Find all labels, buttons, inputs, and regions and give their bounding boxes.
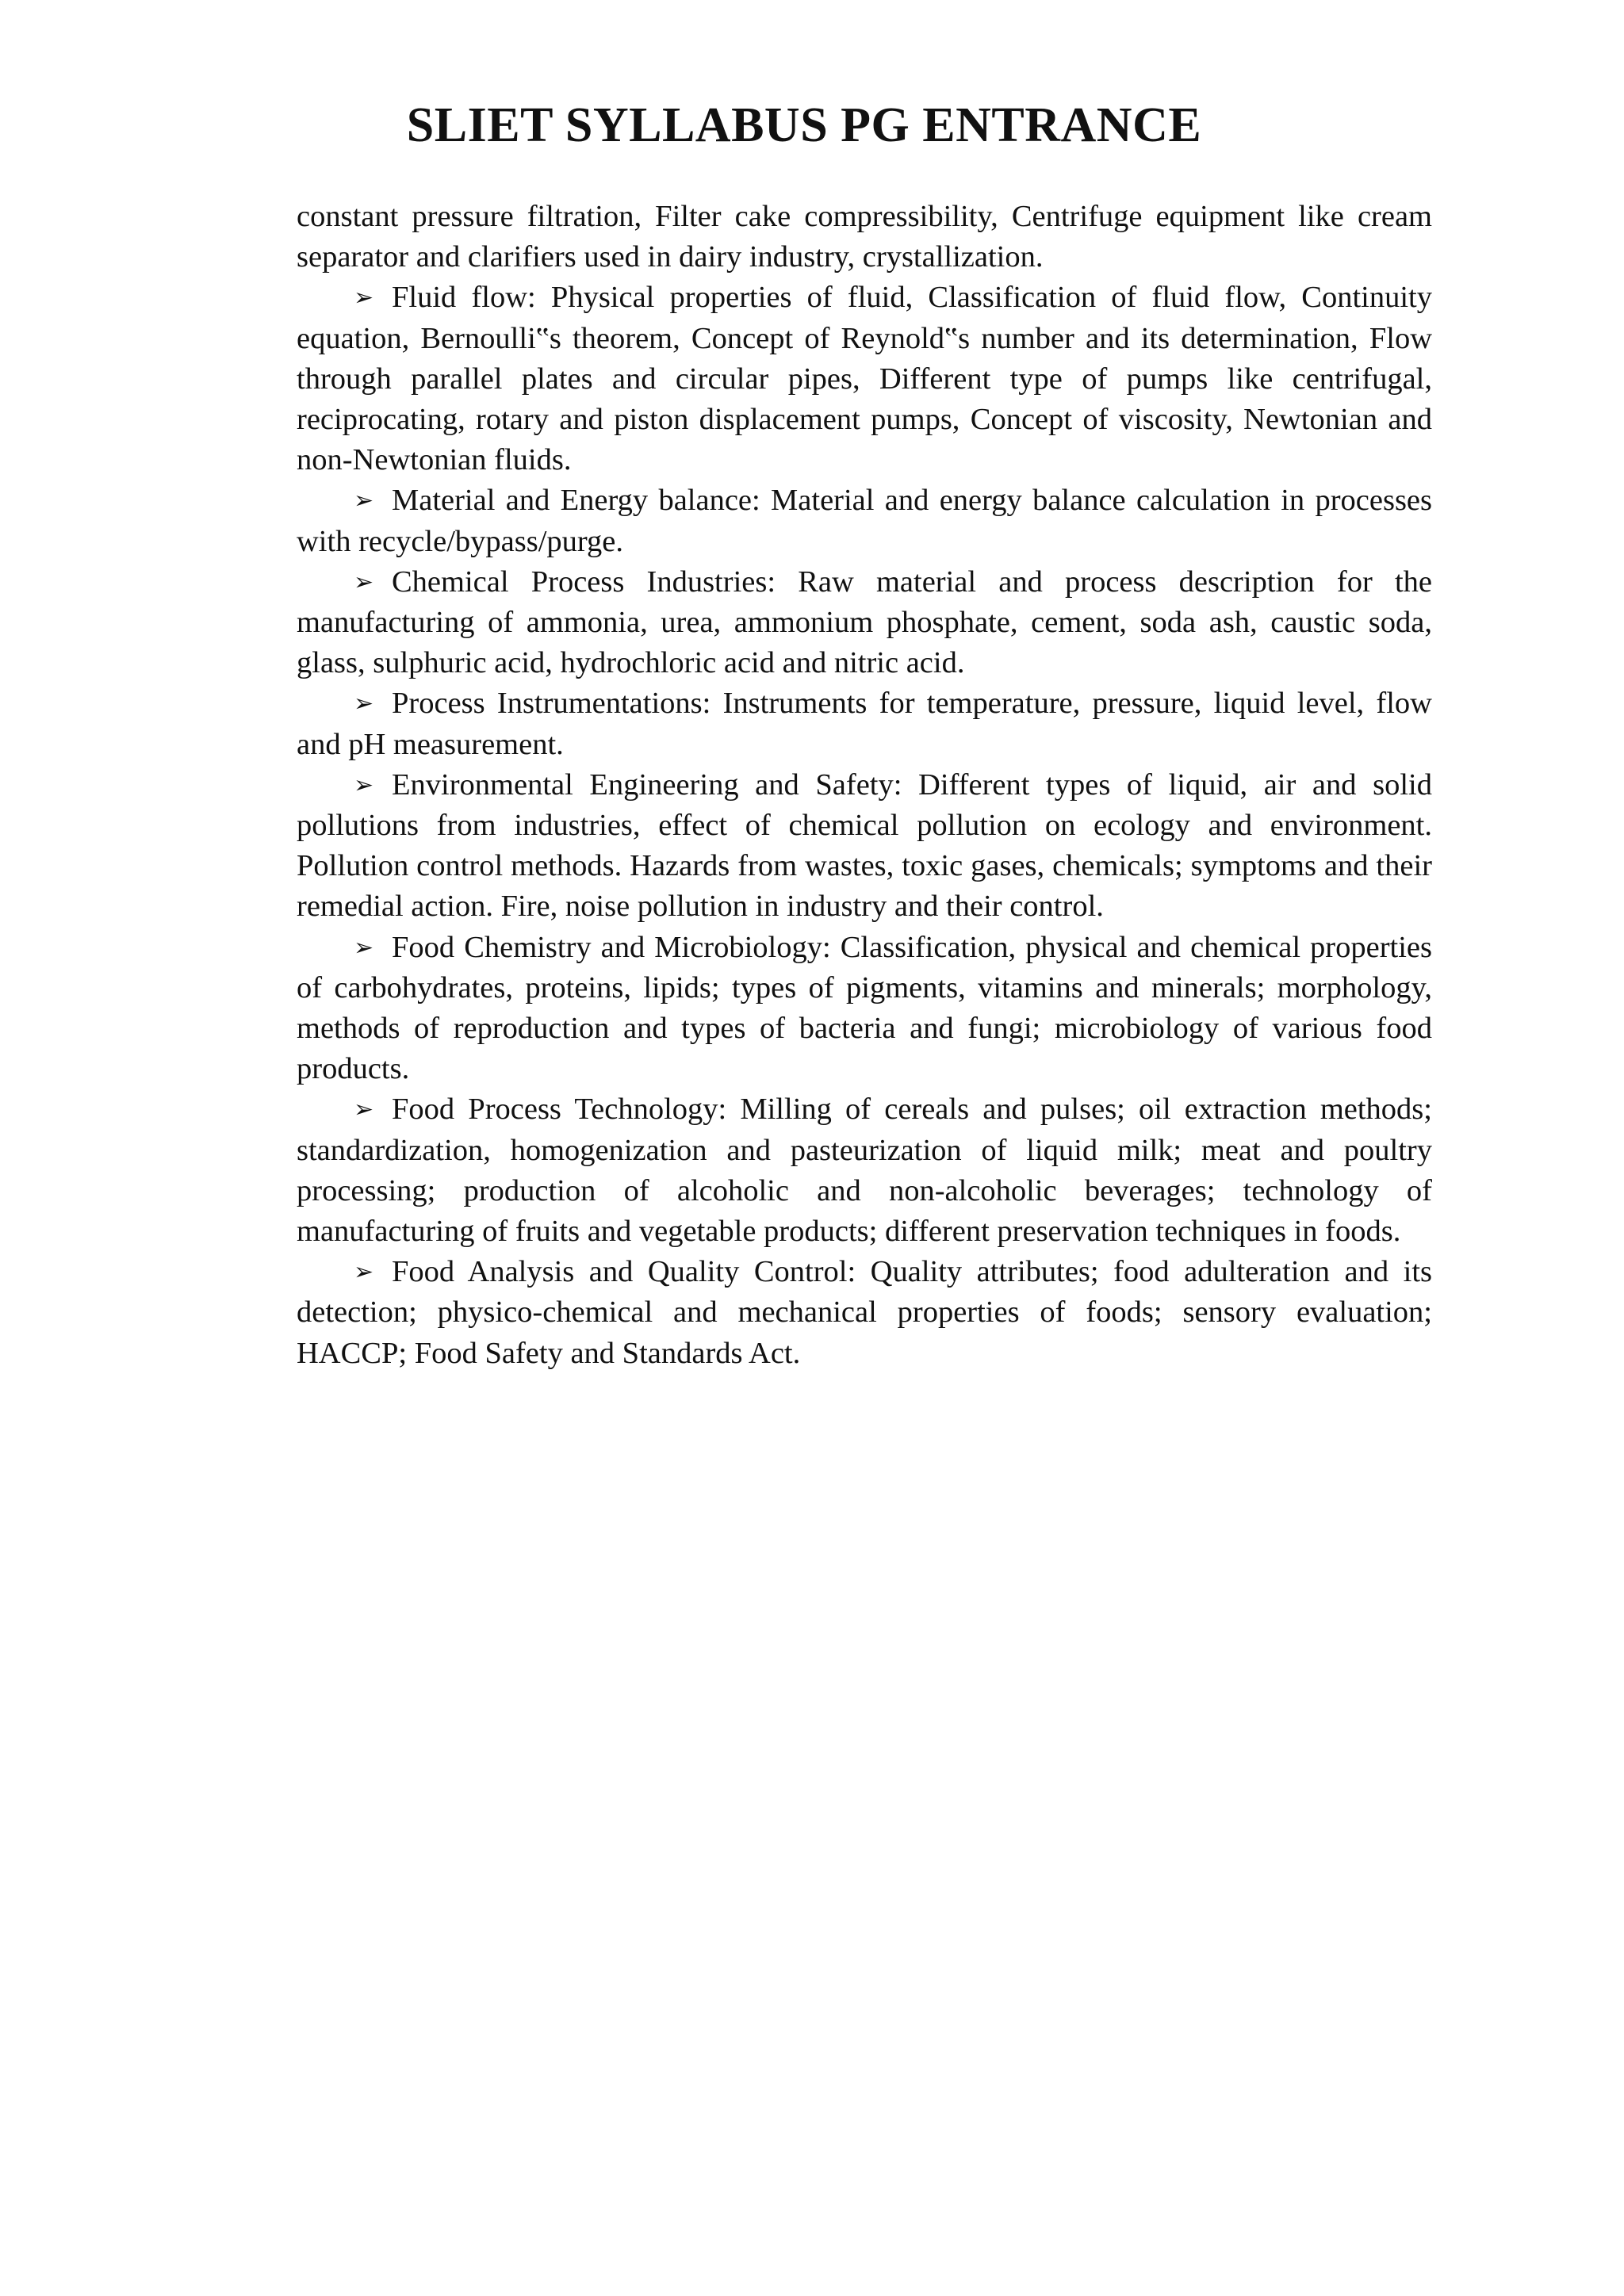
arrow-bullet-icon: ➢ [354, 933, 374, 962]
arrow-bullet-icon: ➢ [354, 487, 374, 515]
bullet-item-process-instrumentations [297, 683, 1432, 764]
bullet-item-food-process-technology [297, 1089, 1432, 1252]
bullet-item-fluid-flow [297, 277, 1432, 480]
arrow-bullet-icon: ➢ [354, 1258, 374, 1287]
bullet-item-chemical-process-industries [297, 562, 1432, 684]
bullet-text: Material and Energy balance: Material and energy balance calculation in processes with recycle/bypass/purge. [297, 484, 1432, 558]
bullet-text: Chemical Process Industries: Raw material and process description for the manufacturing of ammonia, urea, ammonium phosphate, cement, soda ash, caustic soda, glass, sulphuric acid, hydrochloric acid and nitric acid. [297, 564, 1432, 680]
bullet-text: Fluid flow: Physical properties of fluid, Classification of fluid flow, Continuity equation, Bernoulli‟s theorem, Concept of Reynold‟s number and its determination, Flow through parallel plates and circular pipes, Different type of pumps like centrifugal, reciprocating, rotary and piston displacement pumps, Concept of viscosity, Newtonian and non-Newtonian fluids. [297, 281, 1432, 477]
bullet-text: Process Instrumentations: Instruments for temperature, pressure, liquid level, flow and pH measurement. [297, 687, 1432, 761]
bullet-item-food-chemistry [297, 928, 1432, 1090]
arrow-bullet-icon: ➢ [354, 568, 374, 596]
bullet-item-food-analysis [297, 1252, 1432, 1374]
bullet-item-environmental-engineering [297, 765, 1432, 928]
bullet-item-material-energy-balance [297, 480, 1432, 561]
arrow-bullet-icon: ➢ [354, 284, 374, 312]
bullet-text: Food Process Technology: Milling of cereals and pulses; oil extraction methods; standardization, homogenization and pasteurization of liquid milk; meat and poultry processing; production of alcoholic and non-alcoholic beverages; technology of manufacturing of fruits and vegetable products; different preservation techniques in foods. [297, 1093, 1432, 1249]
syllabus-body [297, 197, 1432, 1374]
arrow-bullet-icon: ➢ [354, 690, 374, 718]
continuation-paragraph: constant pressure filtration, Filter cake compressibility, Centrifuge equipment like cream separator and clarifiers used in dairy industry, crystallization. [297, 200, 1432, 274]
arrow-bullet-icon: ➢ [354, 1096, 374, 1124]
page-title: SLIET SYLLABUS PG ENTRANCE [406, 98, 1202, 152]
bullet-text: Food Chemistry and Microbiology: Classification, physical and chemical properties of carbohydrates, proteins, lipids; types of pigments, vitamins and minerals; morphology, methods of reproduction and types of bacteria and fungi; microbiology of various food products. [297, 930, 1432, 1086]
bullet-text: Food Analysis and Quality Control: Quality attributes; food adulteration and its detection; physico-chemical and mechanical properties of foods; sensory evaluation; HACCP; Food Safety and Standards Act. [297, 1255, 1432, 1370]
bullet-text: Environmental Engineering and Safety: Different types of liquid, air and solid pollutions from industries, effect of chemical pollution on ecology and environment. Pollution control methods. Hazards from wastes, toxic gases, chemicals; symptoms and their remedial action. Fire, noise pollution in industry and their control. [297, 767, 1432, 924]
arrow-bullet-icon: ➢ [354, 771, 374, 799]
